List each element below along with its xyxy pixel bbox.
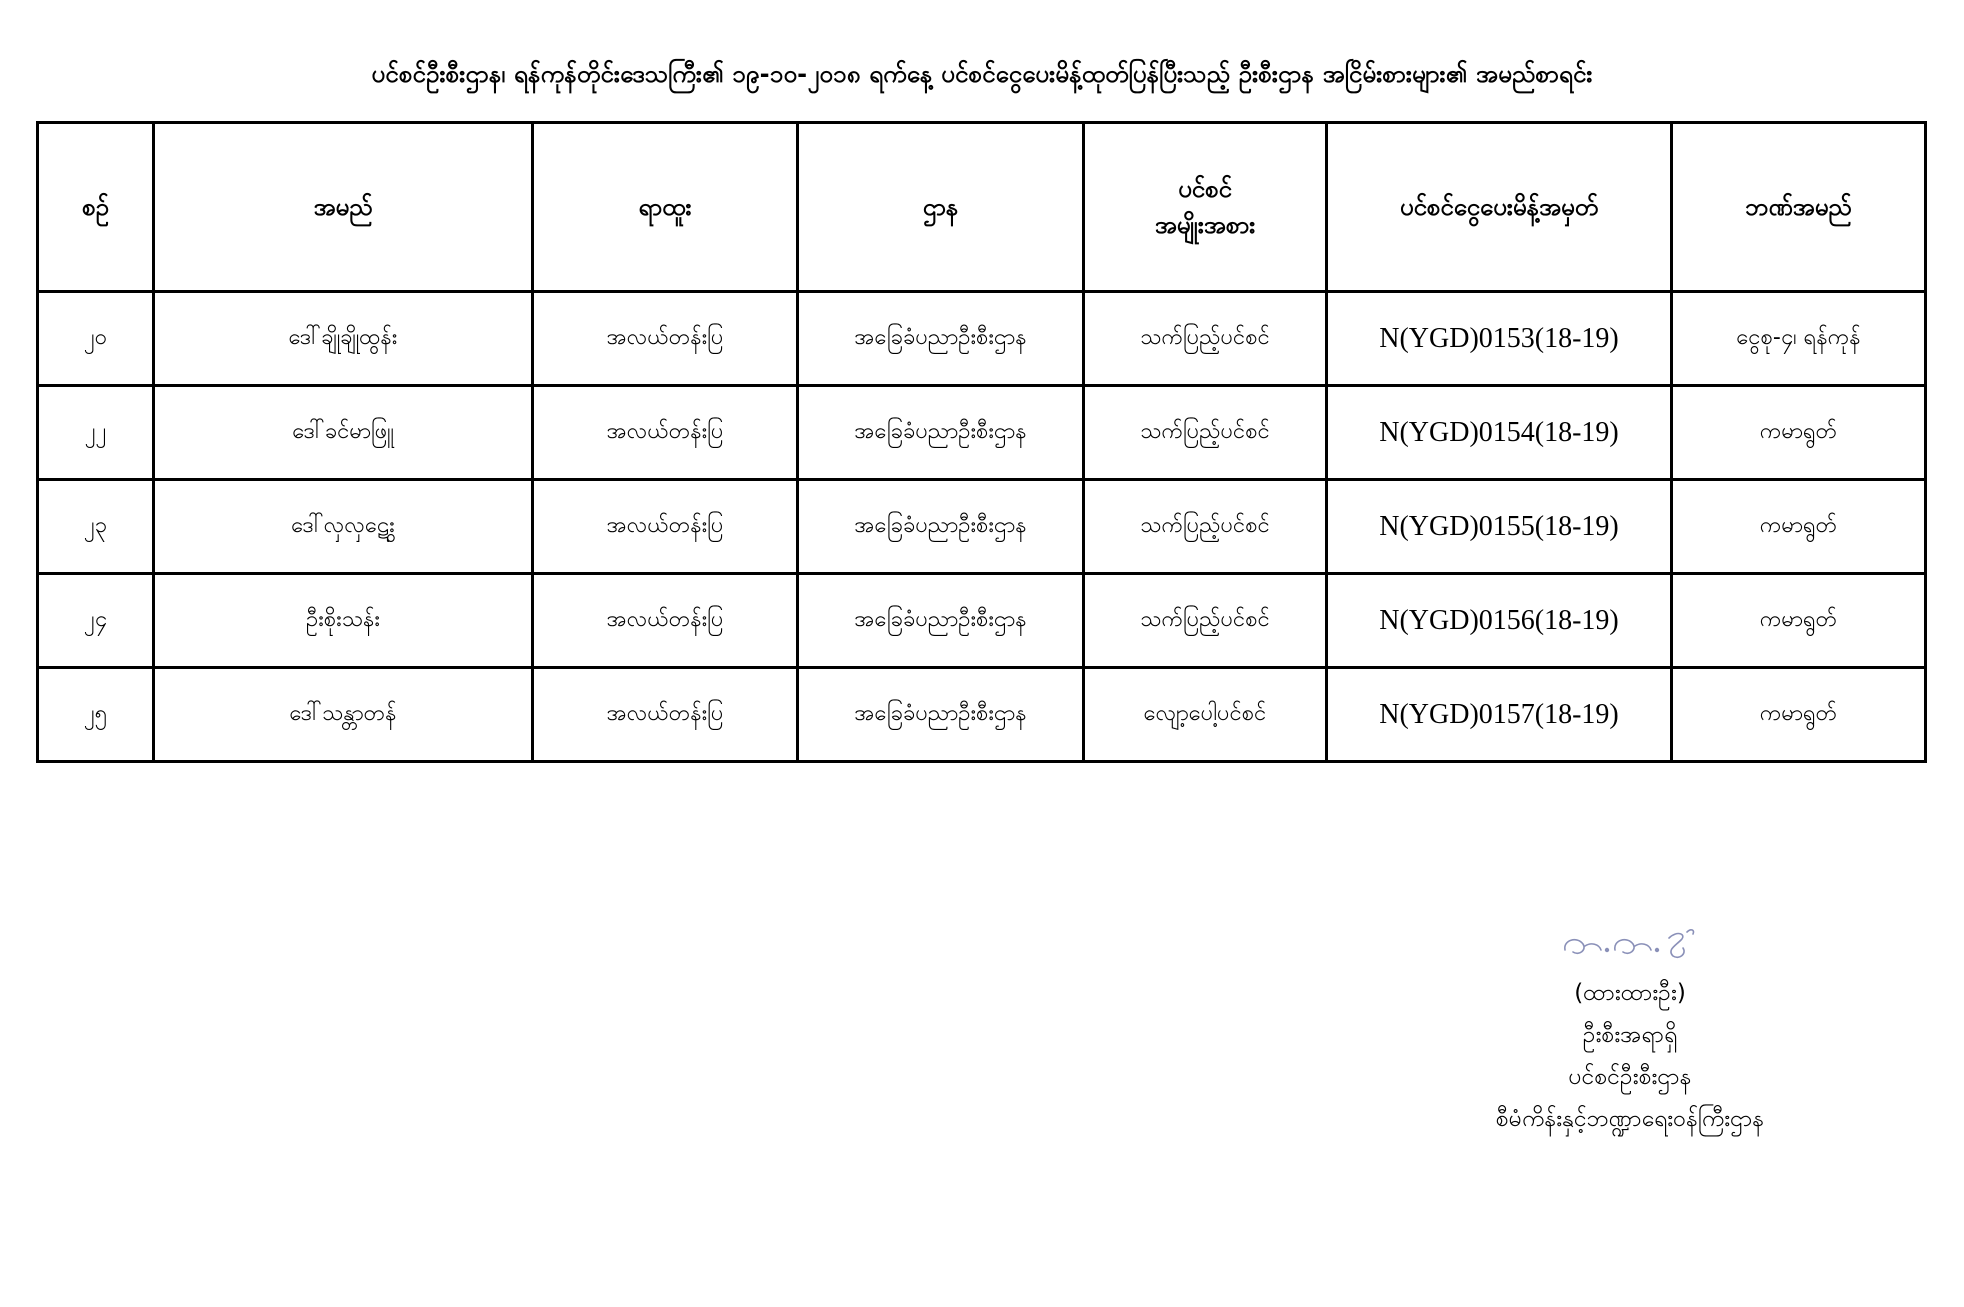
handwritten-signature bbox=[1555, 920, 1705, 966]
cell-rank: အလယ်တန်းပြ bbox=[533, 386, 798, 480]
table-row bbox=[38, 668, 1926, 762]
cell-rank: အလယ်တန်းပြ bbox=[533, 574, 798, 668]
cell-department: အခြေခံပညာဦးစီးဌာန bbox=[798, 668, 1084, 762]
cell-order-number: N(YGD)0155(18-19) bbox=[1327, 480, 1672, 574]
table-row bbox=[38, 574, 1926, 668]
header-pension-type bbox=[1084, 123, 1327, 292]
cell-department: အခြေခံပညာဦးစီးဌာန bbox=[798, 292, 1084, 386]
header-order-number: ပင်စင်ငွေပေးမိန့်အမှတ် bbox=[1327, 123, 1672, 292]
header-serial: စဉ် bbox=[38, 123, 154, 292]
cell-order-number: N(YGD)0157(18-19) bbox=[1327, 668, 1672, 762]
cell-order-number: N(YGD)0156(18-19) bbox=[1327, 574, 1672, 668]
header-pension-type-line2: အမျိုးအစား bbox=[1154, 211, 1256, 239]
cell-name: ဒေါ်သန္တာတန် bbox=[154, 668, 533, 762]
pension-roster-table bbox=[36, 121, 1927, 763]
cell-order-number: N(YGD)0154(18-19) bbox=[1327, 386, 1672, 480]
signatory-ministry: စီမံကိန်းနှင့်ဘဏ္ဍာရေးဝန်ကြီးဌာန bbox=[1495, 1106, 1765, 1132]
cell-bank: ကမာရွတ် bbox=[1672, 574, 1926, 668]
table-row bbox=[38, 292, 1926, 386]
table-header-row bbox=[38, 123, 1926, 292]
table-row bbox=[38, 480, 1926, 574]
signatory-name: (ထားထားဦး) bbox=[1574, 980, 1686, 1006]
cell-pension-type: သက်ပြည့်ပင်စင် bbox=[1084, 574, 1327, 668]
cell-rank: အလယ်တန်းပြ bbox=[533, 480, 798, 574]
cell-name: ဦးစိုးသန်း bbox=[154, 574, 533, 668]
cell-bank: ငွေစု-၄၊ ရန်ကုန် bbox=[1672, 292, 1926, 386]
cell-order-number: N(YGD)0153(18-19) bbox=[1327, 292, 1672, 386]
cell-department: အခြေခံပညာဦးစီးဌာန bbox=[798, 386, 1084, 480]
cell-serial: ၂၃ bbox=[38, 480, 154, 574]
header-department: ဌာန bbox=[798, 123, 1084, 292]
cell-name: ဒေါ်ချိုချိုထွန်း bbox=[154, 292, 533, 386]
cell-pension-type: လျော့ပေါ့ပင်စင် bbox=[1084, 668, 1327, 762]
cell-rank: အလယ်တန်းပြ bbox=[533, 292, 798, 386]
cell-pension-type: သက်ပြည့်ပင်စင် bbox=[1084, 386, 1327, 480]
signature-block bbox=[1390, 920, 1870, 1140]
cell-name: ဒေါ်လှလှဋွေး bbox=[154, 480, 533, 574]
header-rank: ရာထူး bbox=[533, 123, 798, 292]
cell-bank: ကမာရွတ် bbox=[1672, 480, 1926, 574]
cell-serial: ၂၄ bbox=[38, 574, 154, 668]
table-row bbox=[38, 386, 1926, 480]
signatory-department: ပင်စင်ဦးစီးဌာန bbox=[1568, 1064, 1692, 1090]
header-pension-type-line1: ပင်စင် bbox=[1178, 175, 1232, 203]
cell-rank: အလယ်တန်းပြ bbox=[533, 668, 798, 762]
cell-serial: ၂၅ bbox=[38, 668, 154, 762]
cell-serial: ၂၀ bbox=[38, 292, 154, 386]
cell-department: အခြေခံပညာဦးစီးဌာန bbox=[798, 480, 1084, 574]
cell-department: အခြေခံပညာဦးစီးဌာန bbox=[798, 574, 1084, 668]
header-bank: ဘဏ်အမည် bbox=[1672, 123, 1926, 292]
cell-pension-type: သက်ပြည့်ပင်စင် bbox=[1084, 292, 1327, 386]
cell-bank: ကမာရွတ် bbox=[1672, 386, 1926, 480]
header-name: အမည် bbox=[154, 123, 533, 292]
document-title: ပင်စင်ဦးစီးဌာန၊ ရန်ကုန်တိုင်းဒေသကြီး၏ ၁၉-၁၀-၂၀၁၈ ရက်နေ့ ပင်စင်ငွေပေးမိန့်ထုတ်ပြန်ပြီးသည့် ဦးစီးဌာန အငြိမ်းစားများ၏ အမည်စာရင်း bbox=[371, 60, 1593, 88]
cell-pension-type: သက်ပြည့်ပင်စင် bbox=[1084, 480, 1327, 574]
cell-name: ဒေါ်ခင်မာဖြူ bbox=[154, 386, 533, 480]
cell-bank: ကမာရွတ် bbox=[1672, 668, 1926, 762]
cell-serial: ၂၂ bbox=[38, 386, 154, 480]
signatory-position: ဦးစီးအရာရှိ bbox=[1582, 1022, 1678, 1048]
